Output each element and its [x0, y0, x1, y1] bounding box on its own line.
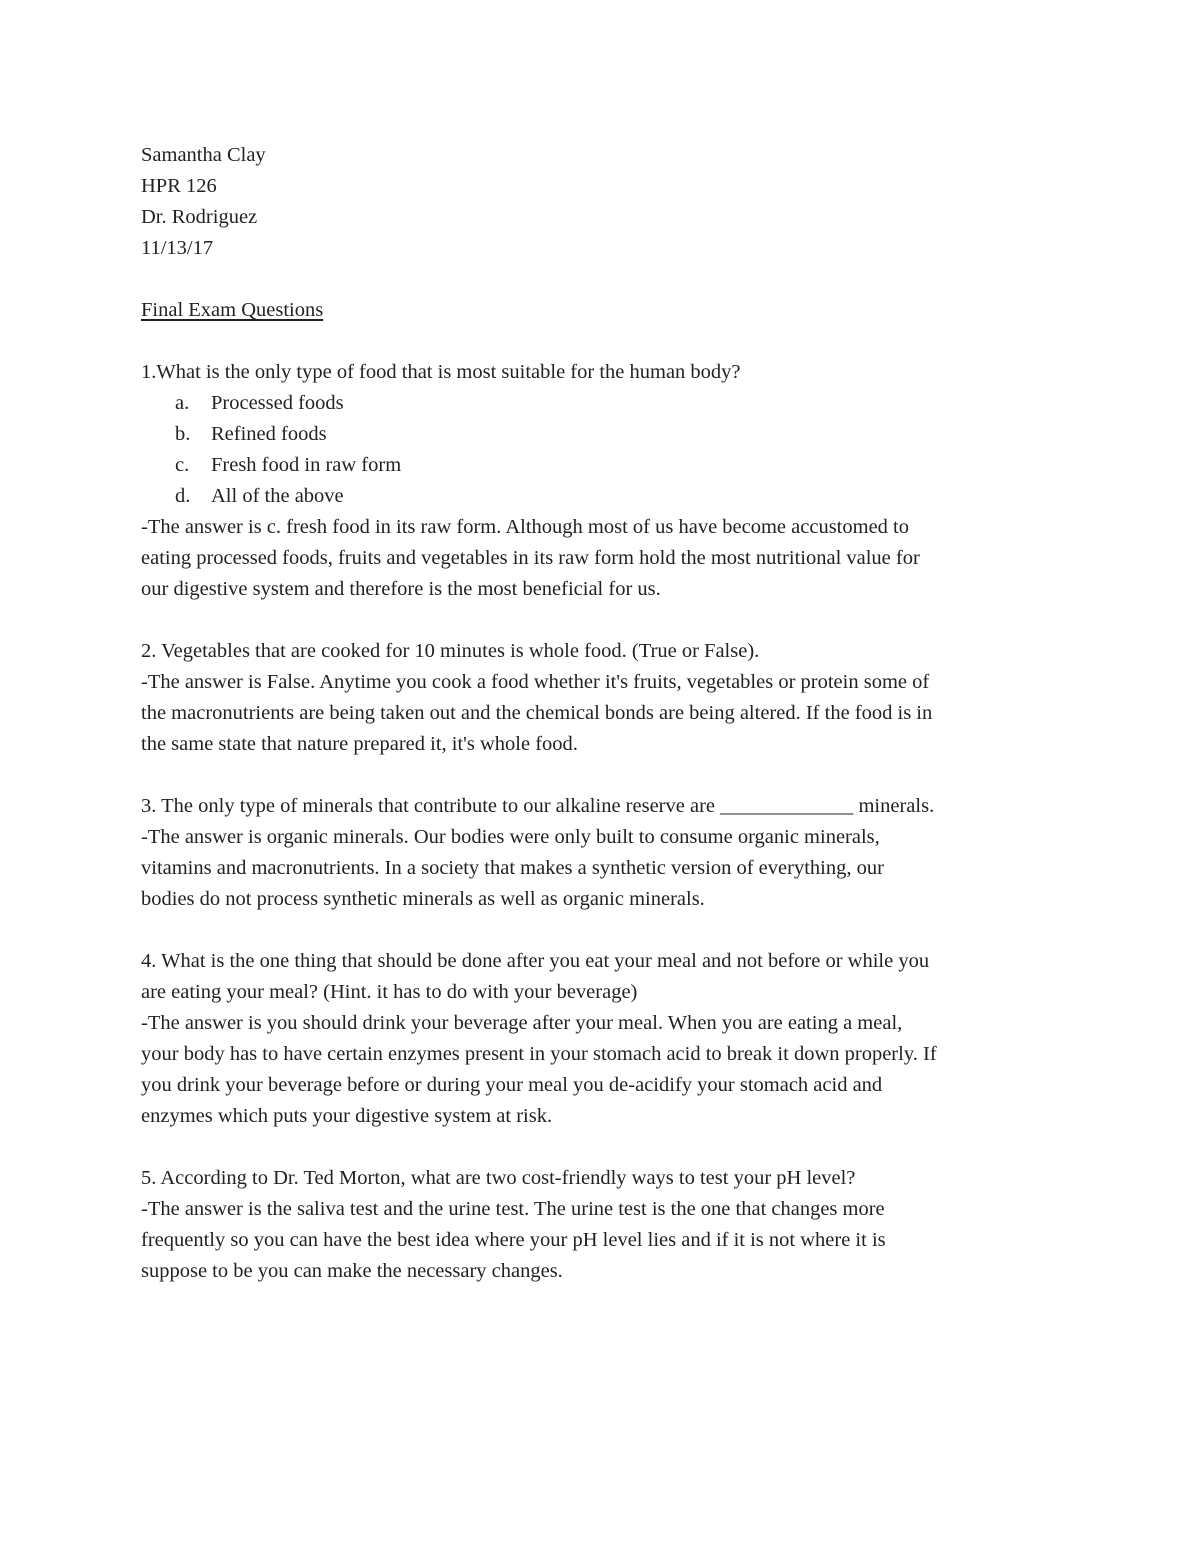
choice-a	[141, 388, 1071, 419]
spacer	[141, 1132, 1071, 1163]
question-3-answer-line: -The answer is organic minerals. Our bodies were only built to consume organic minerals,	[141, 826, 880, 848]
question-2-answer-line: the macronutrients are being taken out and the chemical bonds are being altered. If the food is in	[141, 702, 933, 724]
spacer	[141, 760, 1071, 791]
question-4-answer-line: enzymes which puts your digestive system at risk.	[141, 1105, 553, 1127]
choice-letter: a.	[175, 392, 190, 414]
question-5	[141, 1163, 1071, 1287]
question-1-choices	[141, 388, 1071, 512]
question-2-answer-line: -The answer is False. Anytime you cook a food whether it's fruits, vegetables or protein some of	[141, 671, 930, 693]
choice-letter: d.	[175, 485, 191, 507]
spacer	[141, 264, 1071, 295]
question-5-answer-line: -The answer is the saliva test and the urine test. The urine test is the one that changes more	[141, 1198, 885, 1220]
choice-d	[141, 481, 1071, 512]
choice-letter: b.	[175, 423, 191, 445]
question-3-text: 3. The only type of minerals that contribute to our alkaline reserve are _____________ minerals.	[141, 795, 935, 817]
choice-b	[141, 419, 1071, 450]
choice-text: Fresh food in raw form	[211, 454, 402, 476]
question-1-answer-line: eating processed foods, fruits and vegetables in its raw form hold the most nutritional value for	[141, 547, 920, 569]
instructor-name: Dr. Rodriguez	[141, 206, 258, 228]
question-3-answer-line: bodies do not process synthetic minerals as well as organic minerals.	[141, 888, 705, 910]
question-4-text-line: 4. What is the one thing that should be done after you eat your meal and not before or while you	[141, 950, 930, 972]
header-block	[141, 140, 1071, 264]
document-title: Final Exam Questions	[141, 299, 324, 321]
question-2-text: 2. Vegetables that are cooked for 10 minutes is whole food. (True or False).	[141, 640, 760, 662]
question-2-answer-line: the same state that nature prepared it, it's whole food.	[141, 733, 578, 755]
question-4	[141, 946, 1071, 1132]
document-body	[141, 140, 1071, 1287]
choice-letter: c.	[175, 454, 190, 476]
spacer	[141, 605, 1071, 636]
question-5-answer-line: suppose to be you can make the necessary changes.	[141, 1260, 563, 1282]
choice-text: Refined foods	[211, 423, 327, 445]
question-5-text: 5. According to Dr. Ted Morton, what are two cost-friendly ways to test your pH level?	[141, 1167, 856, 1189]
question-1-answer-line: -The answer is c. fresh food in its raw form. Although most of us have become accustomed to	[141, 516, 909, 538]
question-1-text: 1.What is the only type of food that is most suitable for the human body?	[141, 361, 741, 383]
choice-text: All of the above	[211, 485, 344, 507]
question-1	[141, 357, 1071, 605]
question-1-answer-line: our digestive system and therefore is the most beneficial for us.	[141, 578, 661, 600]
document-date: 11/13/17	[141, 237, 214, 259]
question-5-answer-line: frequently so you can have the best idea where your pH level lies and if it is not where it is	[141, 1229, 886, 1251]
spacer	[141, 326, 1071, 357]
question-3-answer-line: vitamins and macronutrients. In a society that makes a synthetic version of everything, our	[141, 857, 884, 879]
student-name: Samantha Clay	[141, 144, 266, 166]
choice-text: Processed foods	[211, 392, 344, 414]
spacer	[141, 915, 1071, 946]
question-4-answer-line: -The answer is you should drink your beverage after your meal. When you are eating a meal,	[141, 1012, 903, 1034]
question-4-answer-line: you drink your beverage before or during your meal you de-acidify your stomach acid and	[141, 1074, 883, 1096]
course-code: HPR 126	[141, 175, 217, 197]
choice-c	[141, 450, 1071, 481]
question-4-text-line: are eating your meal? (Hint. it has to do with your beverage)	[141, 981, 638, 1003]
question-4-answer-line: your body has to have certain enzymes present in your stomach acid to break it down properly. If	[141, 1043, 937, 1065]
question-2	[141, 636, 1071, 760]
question-3	[141, 791, 1071, 915]
